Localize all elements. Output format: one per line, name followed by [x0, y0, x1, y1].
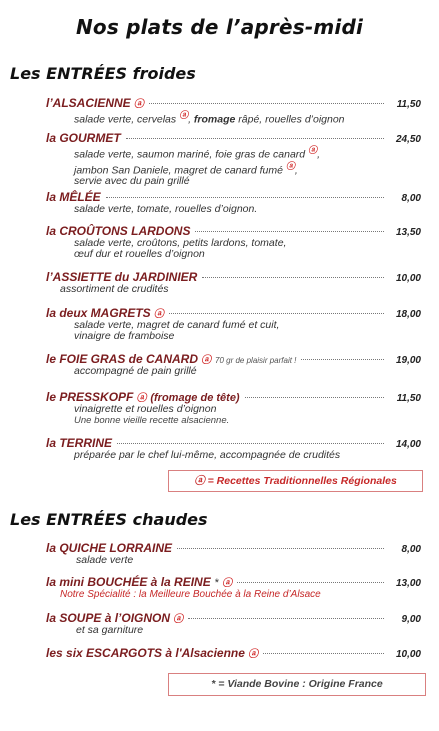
alsace-recipe-icon: ⓐ [222, 578, 232, 589]
menu-item-gourmet [46, 131, 421, 187]
item-name: la GOURMET [46, 131, 121, 145]
menu-item-terrine [46, 436, 421, 461]
legend-text: = Recettes Traditionnelles Régionales [207, 475, 397, 487]
item-name: la deux MAGRETS [46, 306, 151, 320]
section-title-hot-starters: Les ENTRÉES chaudes [10, 510, 208, 529]
alsace-recipe-icon: ⓐ [285, 160, 295, 171]
item-tagline: 70 gr de plaisir parfait ! [215, 356, 297, 365]
dot-leader [177, 548, 384, 549]
alsace-recipe-icon: ⓐ [194, 475, 205, 487]
alsace-recipe-icon: ⓐ [133, 99, 144, 110]
item-price: 24,50 [395, 134, 421, 145]
item-name: l’ALSACIENNE [46, 96, 131, 110]
menu-item-soupe-oignon [46, 610, 421, 636]
dot-leader [237, 582, 384, 583]
item-name: la TERRINE [46, 436, 113, 450]
menu-item-assiette-jardinier [46, 270, 421, 295]
item-description-line: jambon San Daniele, magret de canard fumé ⓐ, [74, 160, 298, 176]
dot-leader [301, 359, 384, 360]
legend-text: = Viande Bovine : Origine France [218, 678, 383, 690]
item-description-line: salade verte, magret de canard fumé et cuit, [74, 319, 280, 331]
menu-item-presskopf [46, 389, 421, 426]
alsace-recipe-icon: ⓐ [247, 649, 258, 660]
legend-alsace-recipes [168, 470, 423, 492]
item-description-line: servie avec du pain grillé [74, 175, 190, 187]
item-description-line: vinaigrette et rouelles d’oignon [74, 403, 217, 415]
menu-item-mini-bouchee [46, 574, 421, 601]
item-price: 18,00 [395, 309, 421, 320]
item-description-line: salade verte, tomate, rouelles d’oignon. [74, 203, 258, 215]
item-description-line: préparée par le chef lui-même, accompagnée de crudités [74, 449, 341, 461]
item-description: salade verte, cervelas ⓐ, fromage râpé, rouelles d’oignon [74, 110, 345, 126]
item-name: la CROÛTONS LARDONS [46, 224, 191, 238]
item-name: les six ESCARGOTS à l'Alsacienne [46, 646, 245, 660]
item-description-line: salade verte [76, 554, 134, 566]
item-price: 11,50 [396, 393, 421, 404]
item-description-line: salade verte, croûtons, petits lardons, tomate, [74, 237, 287, 249]
menu-item-quiche-lorraine [46, 541, 421, 566]
item-price: 10,00 [395, 649, 421, 660]
dot-leader [117, 443, 384, 444]
dot-leader [202, 277, 384, 278]
menu-item-alsacienne [46, 95, 421, 126]
item-description-line: vinaigre de framboise [74, 330, 175, 342]
page-title: Nos plats de l’après-midi [75, 15, 364, 39]
dot-leader [188, 618, 384, 619]
item-specialty-note: Notre Spécialité : la Meilleure Bouchée à la Reine d’Alsace [60, 589, 321, 600]
dot-leader [263, 653, 384, 654]
item-description-line: assortiment de crudités [60, 283, 169, 295]
alsace-recipe-icon: ⓐ [136, 393, 147, 404]
item-name: la SOUPE à l’OIGNON [46, 611, 171, 625]
item-name: la QUICHE LORRAINE [46, 541, 173, 555]
item-name: le FOIE GRAS de CANARD [46, 352, 199, 366]
menu-item-croutons-lardons [46, 224, 421, 260]
item-name: la MÊLÉE [46, 190, 101, 204]
item-price: 8,00 [401, 193, 421, 204]
item-description-note: Une bonne vieille recette alsacienne. [74, 415, 230, 426]
item-price: 19,00 [395, 355, 421, 366]
alsace-recipe-icon: ⓐ [153, 309, 164, 320]
dot-leader [149, 103, 384, 104]
item-subtitle: (fromage de tête) [150, 392, 240, 404]
dot-leader [106, 197, 384, 198]
alsace-recipe-icon: ⓐ [173, 614, 184, 625]
item-price: 11,50 [396, 99, 421, 110]
item-price: 8,00 [401, 544, 421, 555]
legend-beef-origin [168, 673, 426, 696]
menu-item-foie-gras [46, 351, 421, 377]
item-description-line: œuf dur et rouelles d’oignon [74, 248, 205, 260]
section-title-cold-starters: Les ENTRÉES froides [10, 64, 196, 83]
alsace-recipe-icon: ⓐ [308, 145, 318, 155]
beef-origin-icon: * [211, 678, 216, 690]
dot-leader [169, 313, 384, 314]
dot-leader [126, 138, 384, 139]
item-description-line: salade verte, saumon mariné, foie gras de canard ⓐ, [74, 145, 320, 161]
item-price: 9,00 [401, 614, 421, 625]
menu-item-escargots [46, 645, 421, 660]
alsace-recipe-icon: ⓐ [201, 355, 212, 366]
item-price: 13,50 [395, 227, 421, 238]
item-name: la mini BOUCHÉE à la REINE [46, 575, 211, 589]
dot-leader [245, 397, 384, 398]
item-name: l’ASSIETTE du JARDINIER [46, 270, 198, 284]
item-description-line: et sa garniture [76, 624, 144, 636]
dot-leader [195, 231, 384, 232]
item-name: le PRESSKOPF [46, 390, 134, 404]
menu-item-melee [46, 190, 421, 215]
item-price: 13,00 [395, 578, 421, 589]
item-price: 10,00 [395, 273, 421, 284]
beef-origin-icon: * [214, 577, 219, 589]
item-description-line: accompagné de pain grillé [74, 365, 197, 377]
menu-item-deux-magrets [46, 305, 421, 342]
item-price: 14,00 [395, 439, 421, 450]
alsace-recipe-icon: ⓐ [179, 110, 189, 120]
